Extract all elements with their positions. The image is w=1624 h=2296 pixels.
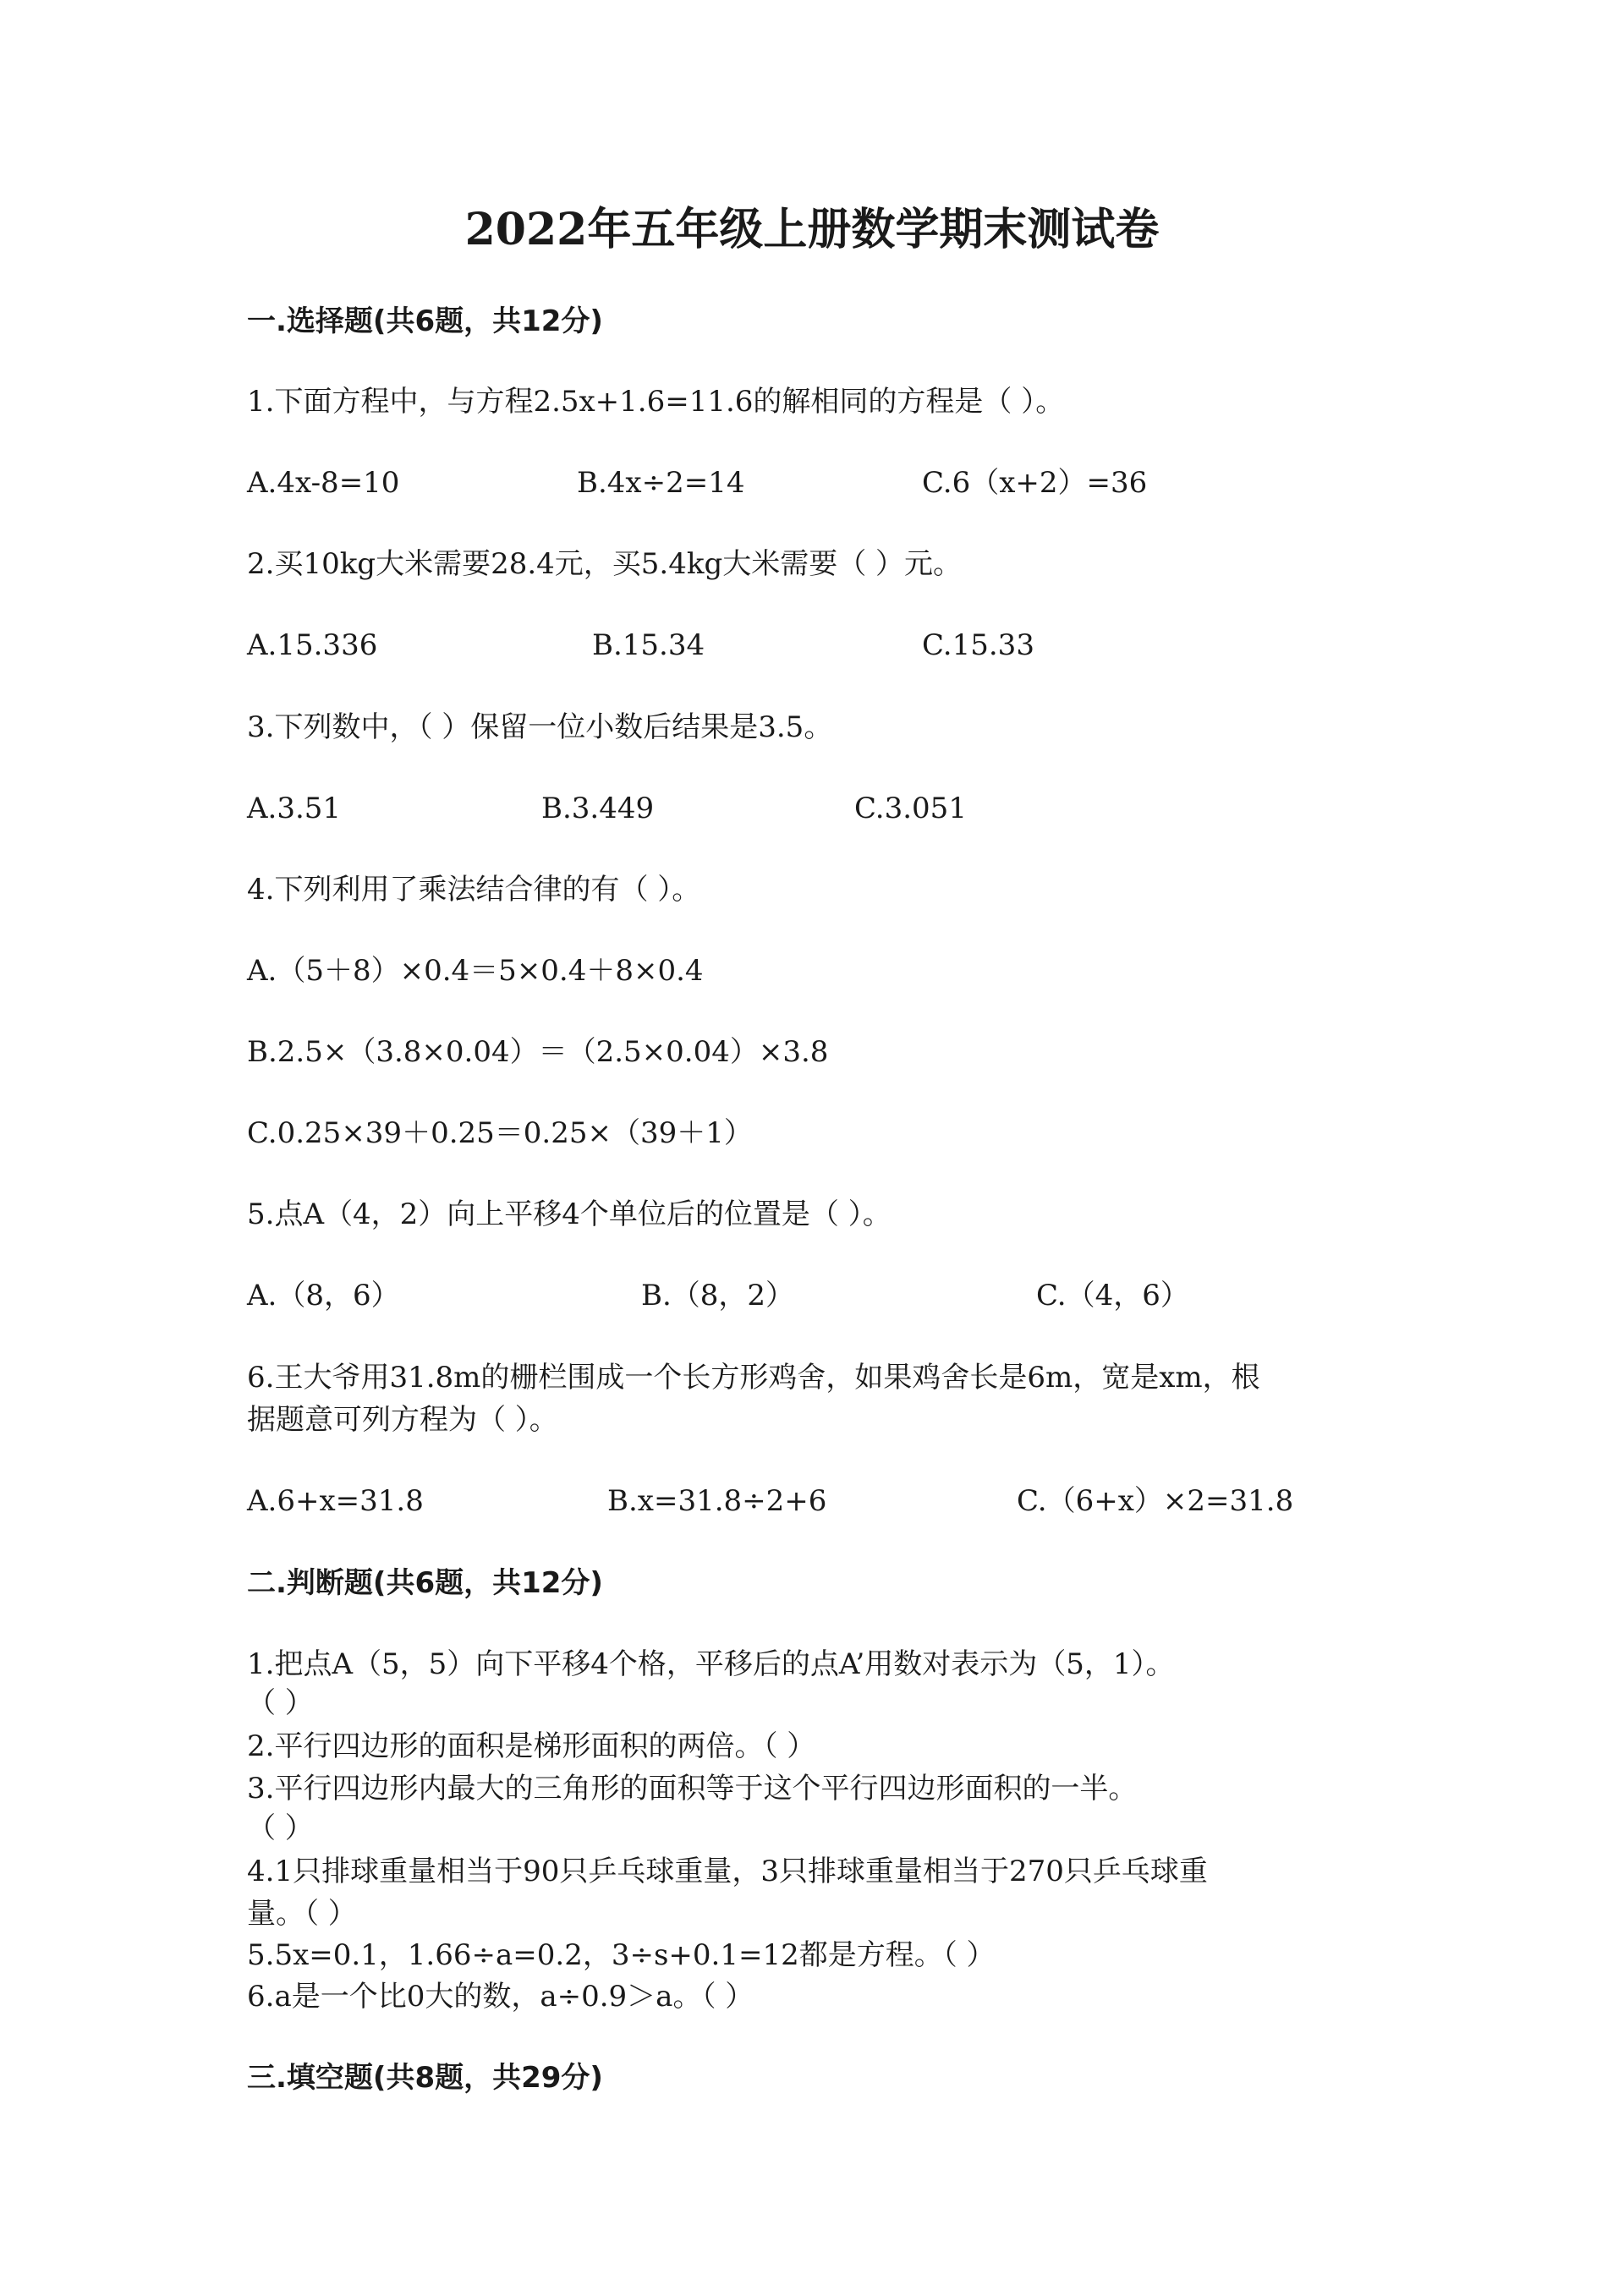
option-5a: A.（8，6） [247,1279,400,1312]
page-title: 2022年五年级上册数学期末测试卷 [464,204,1160,255]
judge-3-line2: （ ） [247,1811,314,1845]
option-1c: C.6（x+2）=36 [922,466,1148,500]
question-1: 1.下面方程中，与方程2.5x+1.6=11.6的解相同的方程是（ ）。 [247,385,1065,419]
option-3a: A.3.51 [247,792,342,825]
judge-1-line1: 1.把点A（5，5）向下平移4个格，平移后的点A’用数对表示为（5，1）。 [247,1647,1175,1681]
judge-4-line1: 4.1只排球重量相当于90只乒乓球重量，3只排球重量相当于270只乒乓球重 [247,1855,1208,1888]
question-6-line1: 6.王大爷用31.8m的栅栏围成一个长方形鸡舍，如果鸡舍长是6m，宽是xm，根 [247,1361,1260,1395]
option-3b: B.3.449 [541,792,655,825]
option-6a: A.6+x=31.8 [247,1484,424,1518]
question-4: 4.下列利用了乘法结合律的有（ ）。 [247,873,701,907]
section-heading-choice: 一.选择题(共6题，共12分) [247,304,603,338]
option-3c: C.3.051 [854,792,967,825]
judge-1-line2: （ ） [247,1686,314,1720]
judge-4-line2: 量。（ ） [247,1897,357,1931]
section-heading-fill: 三.填空题(共8题，共29分) [247,2061,603,2095]
judge-3-line1: 3.平行四边形内最大的三角形的面积等于这个平行四边形面积的一半。 [247,1772,1138,1806]
option-5b: B.（8，2） [641,1279,795,1312]
option-2a: A.15.336 [247,628,378,662]
judge-2: 2.平行四边形的面积是梯形面积的两倍。（ ） [247,1729,816,1763]
option-4b: B.2.5×（3.8×0.04）＝（2.5×0.04）×3.8 [247,1035,829,1069]
judge-6: 6.a是一个比0大的数，a÷0.9＞a。（ ） [247,1980,754,2014]
question-6-line2: 据题意可列方程为（ ）。 [247,1403,558,1437]
option-4c: C.0.25×39＋0.25＝0.25×（39＋1） [247,1116,753,1150]
section-heading-judge: 二.判断题(共6题，共12分) [247,1566,603,1600]
option-1b: B.4x÷2=14 [577,466,745,500]
option-2c: C.15.33 [922,628,1034,662]
option-1a: A.4x-8=10 [247,466,400,500]
question-5: 5.点A（4，2）向上平移4个单位后的位置是（ ）。 [247,1197,892,1231]
option-2b: B.15.34 [592,628,705,662]
option-6c: C.（6+x）×2=31.8 [1017,1484,1294,1518]
option-5c: C.（4，6） [1036,1279,1189,1312]
judge-5: 5.5x=0.1，1.66÷a=0.2，3÷s+0.1=12都是方程。（ ） [247,1938,996,1972]
question-2: 2.买10kg大米需要28.4元，买5.4kg大米需要（ ）元。 [247,547,963,581]
option-4a: A.（5＋8）×0.4＝5×0.4＋8×0.4 [247,954,704,988]
question-3: 3.下列数中，（ ）保留一位小数后结果是3.5。 [247,710,833,744]
option-6b: B.x=31.8÷2+6 [607,1484,827,1518]
